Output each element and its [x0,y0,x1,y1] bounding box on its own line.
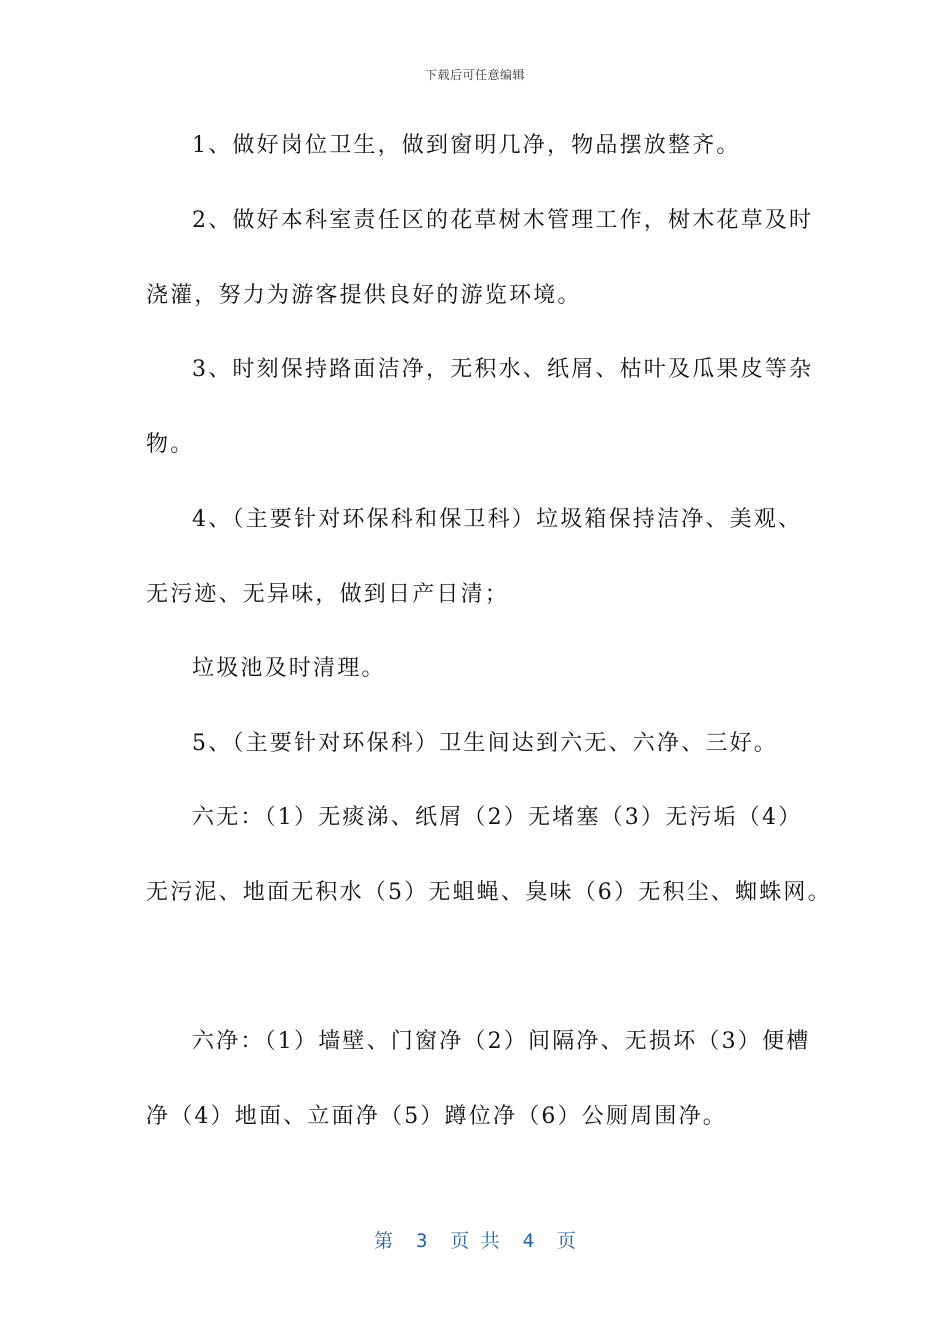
page-header: 下载后可任意编辑 [424,68,525,82]
paragraph-line: 4、（主要针对环保科和保卫科）垃圾箱保持洁净、美观、 [192,507,803,532]
paragraph-line: 六无：（1）无痰涕、纸屑（2）无堵塞（3）无污垢（4） [192,805,803,830]
paragraph-line: 无污泥、地面无积水（5）无蛆蝇、臭味（6）无积尘、蜘蛛网。 [146,880,832,905]
paragraph-line: 浇灌，努力为游客提供良好的游览环境。 [146,283,582,308]
paragraph-line: 2、做好本科室责任区的花草树木管理工作，树木花草及时 [192,208,814,233]
paragraph-line: 无污迹、无异味，做到日产日清； [146,582,510,607]
paragraph-line: 净（4）地面、立面净（5）蹲位净（6）公厕周围净。 [146,1104,727,1129]
paragraph-line: 六净：（1）墙壁、门窗净（2）间隔净、无损坏（3）便槽 [192,1029,811,1054]
paragraph-line: 垃圾池及时清理。 [192,656,386,681]
paragraph-line: 1、做好岗位卫生，做到窗明几净，物品摆放整齐。 [192,133,741,158]
page-footer: 第 3 页 共 4 页 [374,1230,576,1252]
paragraph-line: 5、（主要针对环保科）卫生间达到六无、六净、三好。 [192,731,778,756]
paragraph-line: 3、时刻保持路面洁净，无积水、纸屑、枯叶及瓜果皮等杂 [192,357,814,382]
paragraph-line: 物。 [146,432,195,457]
